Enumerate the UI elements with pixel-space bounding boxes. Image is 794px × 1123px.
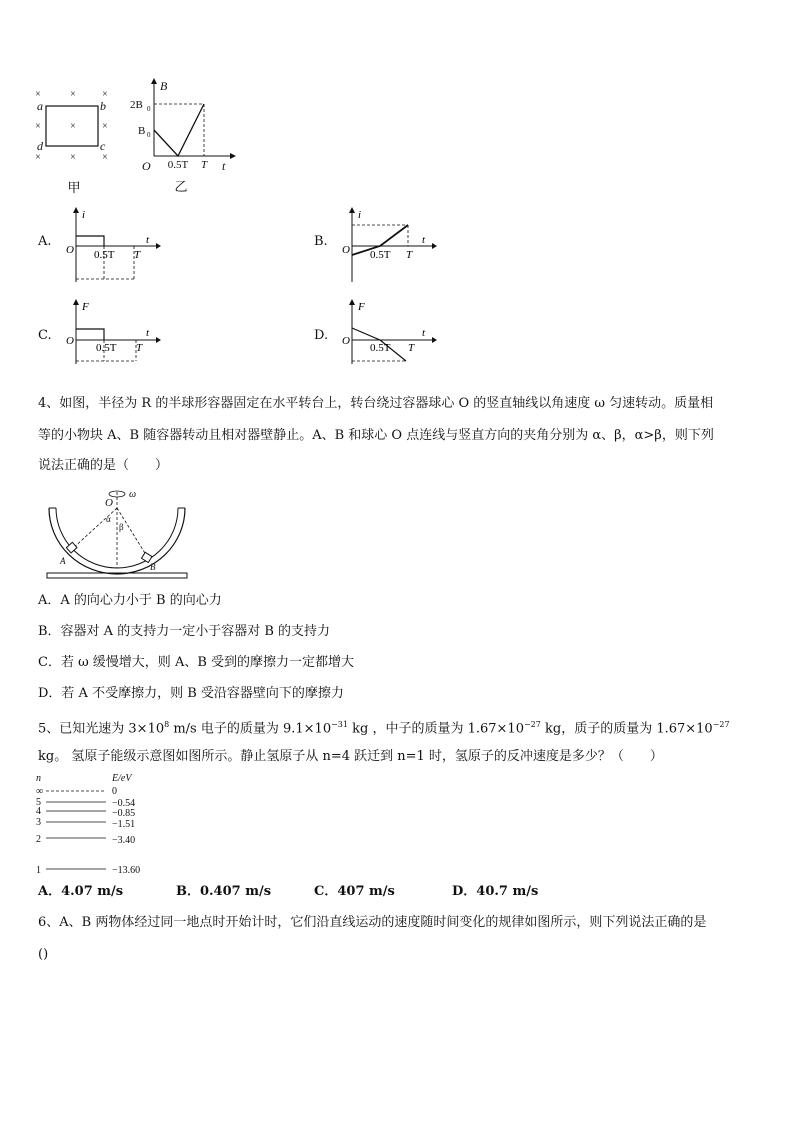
q5-stem-line1: 5、已知光速为 $3\times 10^8$ m/s 电子的质量为 $9.1\times 10^{-31}$ kg ，中子的质量为 $1.67\times 10^{-27}$ kg，质子的质量为 $1.67\times 10^{-27}$: [38, 720, 730, 737]
level-n-1: 1: [36, 865, 41, 876]
origin: O: [342, 244, 350, 256]
level-n-3: 3: [36, 817, 41, 828]
tick-half-t: 0.5T: [167, 159, 189, 171]
origin: O: [66, 244, 74, 256]
level-e-2: −3.40: [112, 835, 136, 846]
level-n-inf: ∞: [36, 786, 44, 797]
cross-mark: ×: [102, 121, 108, 132]
cross-mark: ×: [70, 121, 76, 132]
q4-option-c[interactable]: C．若 ω 缓慢增大，则 A、B 受到的摩擦力一定都增大: [38, 655, 355, 670]
figure-yi: [126, 78, 236, 196]
level-e-5: −0.54: [112, 798, 136, 809]
tick-b0-sub: 0: [147, 131, 151, 139]
level-n-5: 5: [36, 797, 41, 808]
level-n-4: 4: [36, 806, 41, 817]
tick-half: 0.5T: [370, 249, 391, 261]
label-alpha: α: [106, 514, 111, 524]
tick-t: T: [136, 342, 143, 354]
q4-hemisphere-figure: [44, 482, 194, 582]
q4-stem-line2: 等的小物块 A、B 随容器转动且相对器壁静止。A、B 和球心 O 点连线与竖直方向的夹角分别为 α、β，α>β，则下列: [38, 428, 714, 443]
cross-mark: ×: [102, 152, 108, 163]
option-a-label[interactable]: A.: [38, 234, 52, 249]
axis-t: t: [146, 327, 150, 339]
tick-half: 0.5T: [96, 342, 117, 354]
q5-option-c[interactable]: C．407 m/s: [314, 884, 395, 899]
block-b: [141, 552, 151, 562]
origin: O: [66, 335, 74, 347]
figure-jia: [32, 84, 116, 196]
cross-mark: ×: [70, 89, 76, 100]
graph-option-b[interactable]: [340, 206, 440, 286]
q4-stem-line1: 4、如图，半径为 R 的半球形容器固定在水平转台上，转台绕过容器球心 O 的竖直轴线以角速度 ω 匀速转动。质量相: [38, 396, 714, 411]
e-header: E/eV: [112, 773, 132, 784]
tick-b0: B: [138, 125, 146, 137]
origin-label: O: [142, 159, 151, 173]
label-omega: ω: [129, 489, 137, 500]
q4-option-b[interactable]: B．容器对 A 的支持力一定小于容器对 B 的支持力: [38, 624, 331, 639]
origin: O: [342, 335, 350, 347]
tick-2b0: 2B: [130, 99, 143, 111]
level-e-inf: 0: [112, 786, 117, 797]
q4-option-d[interactable]: D．若 A 不受摩擦力，则 B 受沿容器壁向下的摩擦力: [38, 686, 344, 701]
option-c-label[interactable]: C.: [38, 328, 52, 343]
tick-half: 0.5T: [94, 249, 115, 261]
tick-t: T: [200, 159, 208, 171]
axis-t: t: [146, 234, 150, 246]
energy-level-diagram: [34, 772, 164, 878]
option-b-label[interactable]: B.: [314, 234, 328, 249]
label-beta: β: [119, 522, 124, 532]
cross-mark: ×: [35, 152, 41, 163]
level-e-4: −0.85: [112, 808, 136, 819]
axis-label-t: t: [222, 159, 226, 173]
label-o: O: [105, 497, 113, 509]
q5-option-d[interactable]: D．40.7 m/s: [452, 884, 539, 899]
level-n-2: 2: [36, 834, 41, 845]
q6-stem-line2: (): [38, 947, 49, 962]
level-e-1: −13.60: [112, 865, 141, 876]
axis-t: t: [422, 234, 426, 246]
caption-jia: 甲: [67, 180, 81, 195]
cross-mark: ×: [35, 89, 41, 100]
b-field-line: [154, 104, 204, 156]
axis-t: t: [422, 327, 426, 339]
caption-yi: 乙: [174, 179, 188, 194]
cross-mark: ×: [102, 89, 108, 100]
label-b: B: [150, 562, 156, 572]
tick-t: T: [408, 342, 415, 354]
q5-option-b[interactable]: B．0.407 m/s: [176, 884, 272, 899]
corner-c: c: [100, 139, 106, 153]
graph-option-c[interactable]: [64, 298, 164, 368]
tick-t: T: [134, 249, 141, 261]
axis-i: i: [82, 209, 86, 221]
cross-mark: ×: [35, 121, 41, 132]
level-e-3: −1.51: [112, 819, 136, 830]
axis-f: F: [358, 301, 365, 313]
q4-stem-line3: 说法正确的是（ ）: [38, 458, 169, 473]
corner-d: d: [37, 139, 43, 153]
q6-stem-line1: 6、A、B 两物体经过同一地点时开始计时，它们沿直线运动的速度随时间变化的规律如图所示，则下列说法正确的是: [38, 915, 707, 930]
axis-label-b: B: [160, 79, 168, 93]
tick-2b0-sub: 0: [147, 105, 151, 113]
cross-mark: ×: [70, 152, 76, 163]
q5-option-a[interactable]: A．4.07 m/s: [38, 884, 124, 899]
tick-half: 0.5T: [370, 342, 391, 354]
axis-f: F: [82, 301, 89, 313]
label-a: A: [60, 556, 66, 566]
graph-option-d[interactable]: [340, 298, 440, 368]
graph-option-a[interactable]: [64, 206, 164, 286]
q5-stem-line2: kg。 氢原子能级示意图如图所示。静止氢原子从 n=4 跃迁到 n=1 时，氢原子的反冲速度是多少？（ ）: [38, 749, 663, 764]
corner-b: b: [100, 99, 106, 113]
corner-a: a: [37, 99, 43, 113]
axis-i: i: [358, 209, 362, 221]
option-d-label[interactable]: D.: [314, 328, 329, 343]
tick-t: T: [406, 249, 413, 261]
q4-option-a[interactable]: A．A 的向心力小于 B 的向心力: [38, 593, 222, 608]
n-header: n: [36, 773, 41, 784]
